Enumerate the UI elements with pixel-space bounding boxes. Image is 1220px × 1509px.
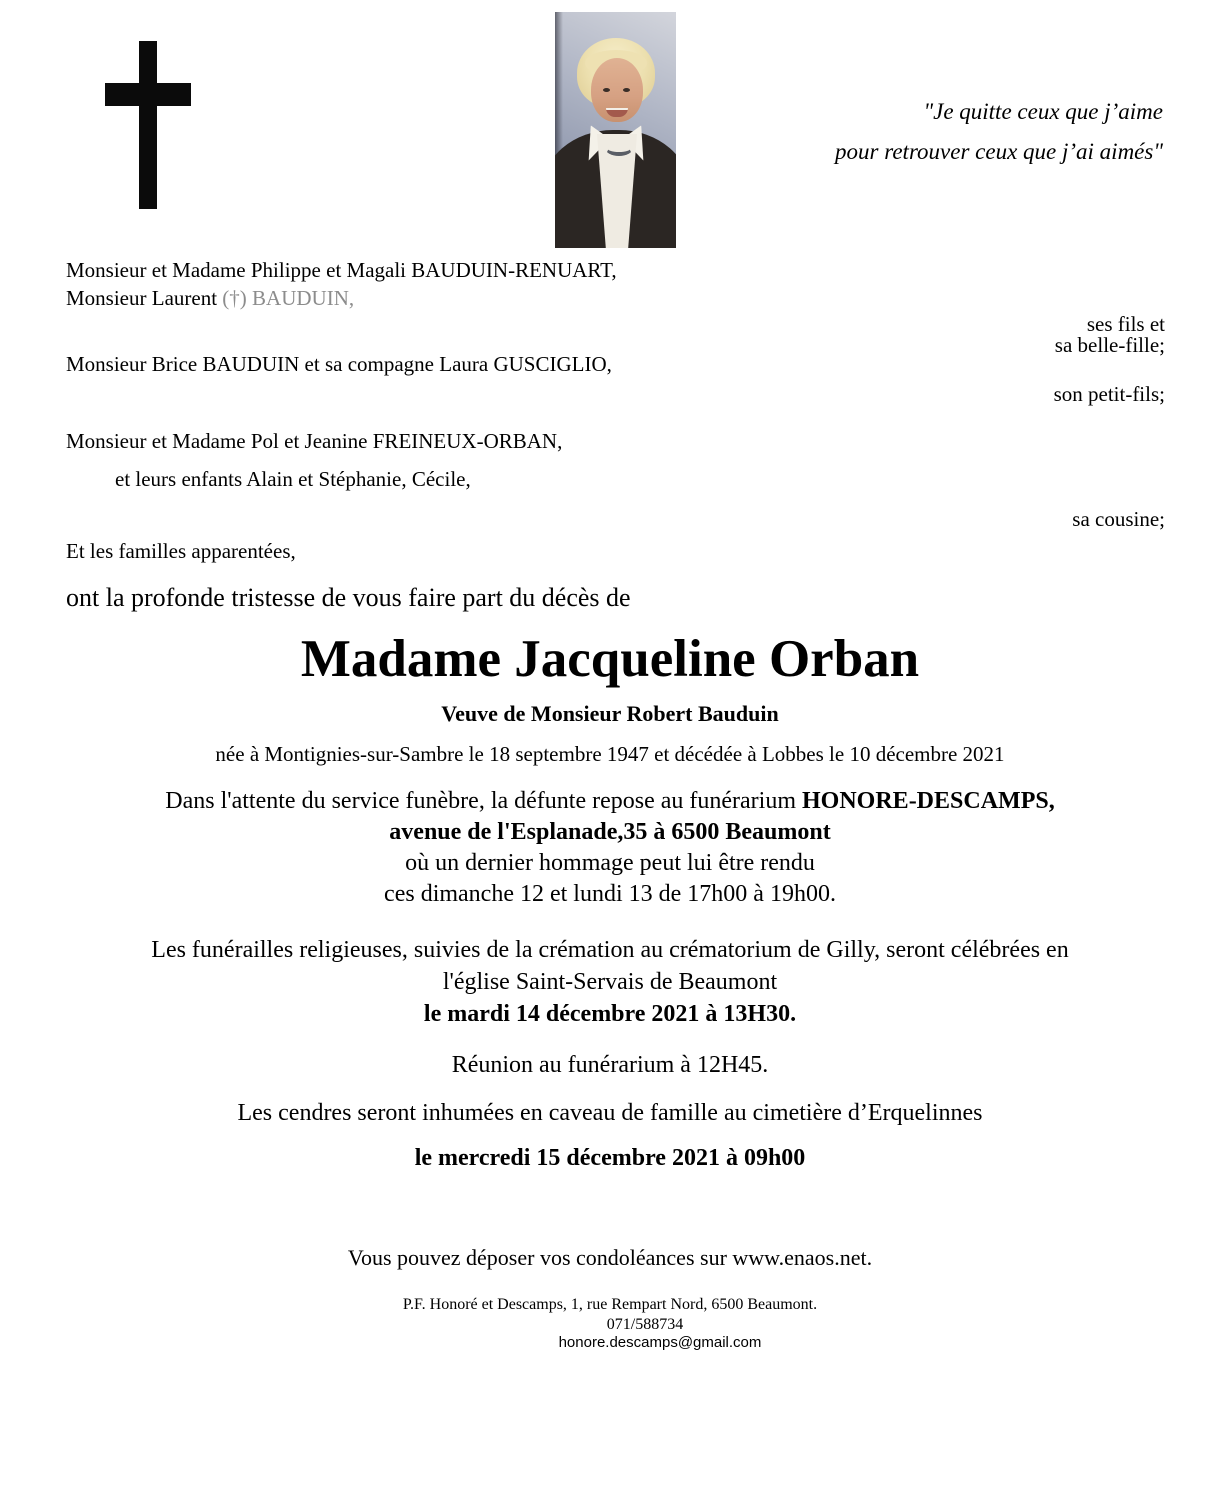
funeral-line-2: l'église Saint-Servais de Beaumont xyxy=(442,969,778,995)
wake-paragraph xyxy=(61,786,1159,910)
wake-line-4: ces dimanche 12 et lundi 13 de 17h00 à 19h00. xyxy=(384,881,836,907)
footer-phone: 071/588734 xyxy=(606,1316,684,1333)
family-line-grandson: Monsieur Brice BAUDUIN et sa compagne Laura GUSCIGLIO, xyxy=(66,352,612,376)
family-line-laurent-prefix: Monsieur Laurent xyxy=(66,286,223,310)
wake-line-3: où un dernier hommage peut lui être rendu xyxy=(405,850,815,876)
family-line-laurent xyxy=(66,286,354,310)
cross-icon-vertical-bar xyxy=(139,41,157,209)
quote-line-1: "Je quitte ceux que j’aime xyxy=(923,99,1163,124)
footer-email: honore.descamps@gmail.com xyxy=(558,1334,762,1351)
family-line-cousins-children: et leurs enfants Alain et Stéphanie, Cécile, xyxy=(115,467,471,491)
cross-icon-horizontal-bar xyxy=(105,83,191,106)
wake-line-1-text: Dans l'attente du service funèbre, la défunte repose au funérarium xyxy=(165,788,803,814)
portrait-photo xyxy=(555,12,676,248)
meeting-line: Réunion au funérarium à 12H45. xyxy=(451,1052,769,1078)
family-line-related-families: Et les familles apparentées, xyxy=(66,539,296,563)
life-dates-line: née à Montignies-sur-Sambre le 18 septembre 1947 et décédée à Lobbes le 10 décembre 2021 xyxy=(215,742,1005,766)
quote-line-2: pour retrouver ceux que j’ai aimés" xyxy=(835,139,1163,164)
footer-funeral-home-address: P.F. Honoré et Descamps, 1, rue Rempart Nord, 6500 Beaumont. xyxy=(402,1296,818,1313)
deceased-name-title: Madame Jacqueline Orban xyxy=(300,630,920,688)
relation-label-daughter-in-law: sa belle-fille; xyxy=(1054,333,1165,357)
wake-line-2-address: avenue de l'Esplanade,35 à 6500 Beaumont xyxy=(389,819,831,845)
wake-line-1-funeral-home: HONORE-DESCAMPS, xyxy=(802,788,1055,814)
condolences-line: Vous pouvez déposer vos condoléances sur www.enaos.net. xyxy=(347,1245,873,1270)
funeral-line-1: Les funérailles religieuses, suivies de la crémation au crématorium de Gilly, seront célébrées en xyxy=(151,937,1069,963)
wake-line-1 xyxy=(61,786,1159,817)
relation-label-cousin: sa cousine; xyxy=(1072,507,1165,531)
deceased-subtitle: Veuve de Monsieur Robert Bauduin xyxy=(441,701,779,726)
burial-line: Les cendres seront inhumées en caveau de famille au cimetière d’Erquelinnes xyxy=(237,1100,983,1126)
family-line-cousins: Monsieur et Madame Pol et Jeanine FREINEUX-ORBAN, xyxy=(66,429,563,453)
funeral-date-line: le mardi 14 décembre 2021 à 13H30. xyxy=(423,1001,797,1027)
funeral-paragraph xyxy=(61,934,1159,1030)
portrait-eye-right xyxy=(623,88,630,92)
relation-label-sons: ses fils et xyxy=(1086,312,1165,336)
family-line-sons: Monsieur et Madame Philippe et Magali BAUDUIN-RENUART, xyxy=(66,258,617,282)
burial-date-line: le mercredi 15 décembre 2021 à 09h00 xyxy=(414,1145,806,1171)
relation-label-grandson: son petit-fils; xyxy=(1053,382,1165,406)
portrait-necklace xyxy=(605,140,633,156)
portrait-eye-left xyxy=(603,88,610,92)
family-line-laurent-deceased: (†) BAUDUIN, xyxy=(222,286,355,310)
announcement-intro: ont la profonde tristesse de vous faire part du décès de xyxy=(66,583,631,612)
